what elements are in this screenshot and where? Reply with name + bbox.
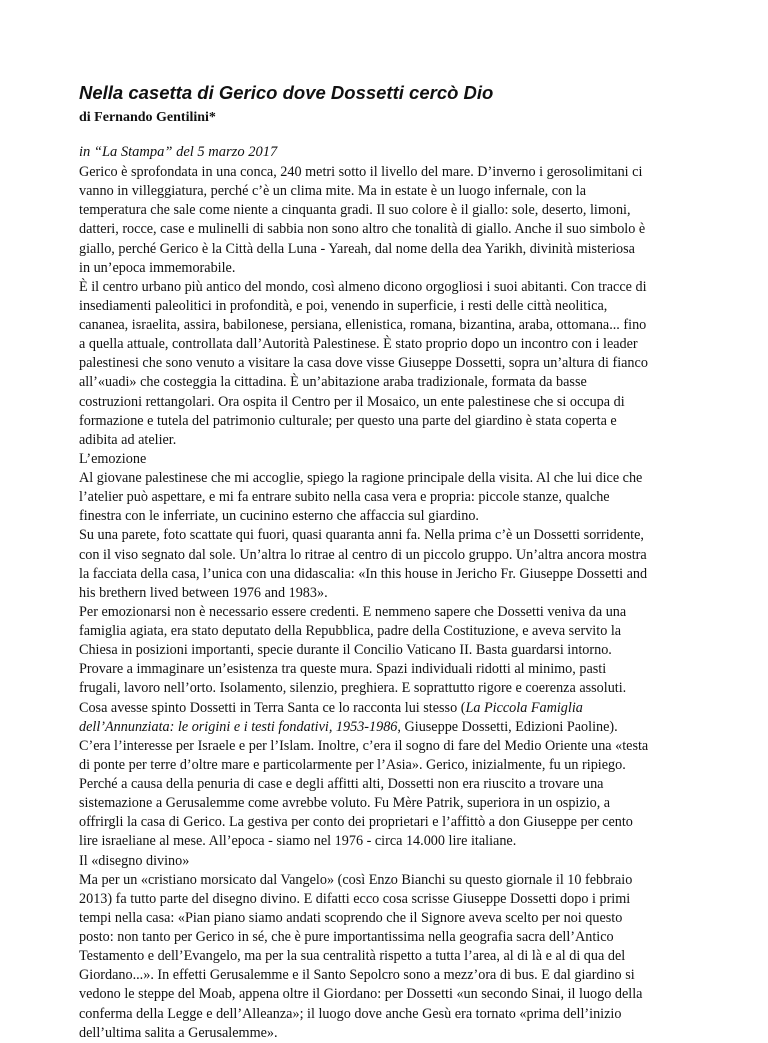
body-line: Su una parete, foto scattate qui fuori, quasi quaranta anni fa. Nella prima c’è un Dossetti sorridente, [79, 527, 644, 544]
body-line: formazione e tutela del patrimonio culturale; per questo una parte del giardino è stata coperta e [79, 412, 617, 429]
body-line: sistemazione a Gerusalemme come avrebbe voluto. Fu Mère Patrik, superiora in un ospizio, a [79, 795, 611, 812]
body-line: la facciata della casa, l’unica con una didascalia: «In this house in Jericho Fr. Giuseppe Dossetti and [79, 565, 648, 582]
body-line: l’atelier può aspettare, e mi fa entrare subito nella casa vera e propria: piccole stanze, qualche [79, 489, 610, 506]
body-line: his brethern lived between 1976 and 1983». [79, 584, 328, 601]
body-line: Al giovane palestinese che mi accoglie, spiego la ragione principale della visita. Al che lui dice che [79, 470, 643, 486]
body-line: a quella attuale, controllata dall’Autorità Palestinese. È stato proprio dopo un incontro con i leader [79, 336, 638, 353]
body-line: famiglia agiata, era stato deputato della Repubblica, padre della Costituzione, e aveva servito la [79, 623, 622, 639]
body-line: Giordano...». In effetti Gerusalemme e il Santo Sepolcro sono a mezz’ora di bus. E dal giardino si [79, 967, 635, 984]
body-line: temperatura che sale come niente a cinquanta gradi. Il suo colore è il giallo: sole, deserto, limoni, [79, 202, 631, 219]
body-line: finestra con le inferriate, un cucinino esterno che affaccia sul giardino. [79, 508, 479, 525]
body-line: Gerico è sprofondata in una conca, 240 metri sotto il livello del mare. D’inverno i gerosolimitani ci [79, 164, 643, 180]
body-line: offrirgli la casa di Gerico. La gestiva per conto dei proprietari e l’affittò a don Giuseppe per cento [79, 814, 633, 831]
body-line: È il centro urbano più antico del mondo, così almeno dicono orgogliosi i suoi abitanti. Con tracce di [79, 278, 647, 295]
body-line: in un’epoca immemorabile. [79, 259, 236, 276]
body-line: tempi nella casa: «Pian piano siamo andati scoprendo che il Signore aveva scelto per noi questo [79, 909, 623, 926]
body-line: Perché a causa della penuria di case e degli affitti alti, Dossetti non era riuscito a trovare una [79, 776, 604, 792]
body-line: vedono le steppe del Moab, appena oltre il Giordano: per Dossetti «un secondo Sinai, il luogo della [79, 986, 643, 1003]
line-text: , Giuseppe Dossetti, Edizioni Paoline). [397, 718, 618, 735]
body-line: vanno in villeggiatura, perché c’è un clima mite. Ma in estate è un luogo infernale, con la [79, 183, 587, 200]
body-line: adibita ad atelier. [79, 431, 177, 448]
body-line: 2013) fa tutto parte del disegno divino. E difatti ecco cosa scrisse Giuseppe Dossetti dopo i primi [79, 890, 631, 907]
book-subtitle: dell’Annunziata: le origini e i testi fondativi, 1953-1986 [79, 718, 398, 735]
section-heading: L’emozione [79, 450, 147, 467]
body-line: dell’ultima salita a Gerusalemme». [79, 1024, 278, 1041]
body-line [79, 699, 743, 718]
body-line: Provare a immaginare un’esistenza tra queste mura. Spazi individuali ridotti al minimo, pasti [79, 661, 607, 678]
body-line: lire israeliane al mese. All’epoca - siamo nel 1976 - circa 14.000 lire italiane. [79, 833, 517, 850]
body-line: C’era l’interesse per Israele e per l’Islam. Inoltre, c’era il sogno di fare del Medio Oriente una «testa [79, 737, 649, 754]
body-line: insediamenti paleolitici in profondità, e poi, venendo in superficie, i resti delle città neolitica, [79, 297, 608, 314]
body-line: con il viso segnato dal sole. Un’altra lo ritrae al centro di un piccolo gruppo. Un’altra ancora mostra [79, 546, 647, 563]
article-title: Nella casetta di Gerico dove Dossetti cercò Dio [79, 82, 494, 103]
body-line: posto: non tanto per Gerico in sé, che è pure importantissima nella geografia sacra dell’Antico [79, 929, 614, 945]
article-author: di Fernando Gentilini* [79, 110, 216, 125]
body-line: Chiesa in posizioni importanti, specie durante il Concilio Vaticano II. Basta guardarsi intorno. [79, 642, 612, 659]
article-source: in “La Stampa” del 5 marzo 2017 [79, 144, 278, 160]
body-line: giallo, perché Gerico è la Città della Luna - Yareah, dal nome della dea Yarikh, divinità misteriosa [79, 240, 635, 257]
body-line: datteri, rocce, case e mulinelli di sabbia non sono altro che tonalità di giallo. Anche il suo simbolo è [79, 221, 646, 238]
body-line: costruzioni rettangolari. Ora ospita il Centro per il Mosaico, un ente palestinese che si occupa di [79, 393, 625, 410]
body-line: Testamento e dell’Evangelo, ma per la sua centralità rispetto a tutta l’area, al di là e al di qua del [79, 948, 626, 965]
body-line: cananea, israelita, assira, babilonese, persiana, ellenistica, romana, bizantina, araba, ottomana... fino [79, 317, 647, 333]
body-line: palestinesi che sono venuto a visitare la casa dove visse Giuseppe Dossetti, sopra un’altura di fianco [79, 355, 648, 372]
body-line [79, 718, 743, 737]
body-line: frugali, lavoro nell’orto. Isolamento, silenzio, preghiera. E soprattutto rigore e coerenza assoluti. [79, 680, 627, 697]
body-line: Ma per un «cristiano morsicato dal Vangelo» (così Enzo Bianchi su questo giornale il 10 febbraio [79, 871, 633, 888]
body-line: conferma della Legge e dell’Alleanza»; il luogo dove anche Gesù era tornato «prima dell’inizio [79, 1005, 622, 1022]
body-line: di ponte per terre d’oltre mare e particolarmente per l’Asia». Gerico, inizialmente, fu un ripiego. [79, 756, 626, 773]
body-line: all’«uadi» che costeggia la cittadina. È un’abitazione araba tradizionale, formata da basse [79, 374, 587, 391]
line-text: Cosa avesse spinto Dossetti in Terra Santa ce lo racconta lui stesso ( [79, 699, 466, 716]
book-title: La Piccola Famiglia [465, 699, 583, 716]
article-body [79, 163, 743, 1043]
section-heading: Il «disegno divino» [79, 852, 190, 869]
body-line: Per emozionarsi non è necessario essere credenti. E nemmeno sapere che Dossetti veniva da una [79, 603, 627, 620]
